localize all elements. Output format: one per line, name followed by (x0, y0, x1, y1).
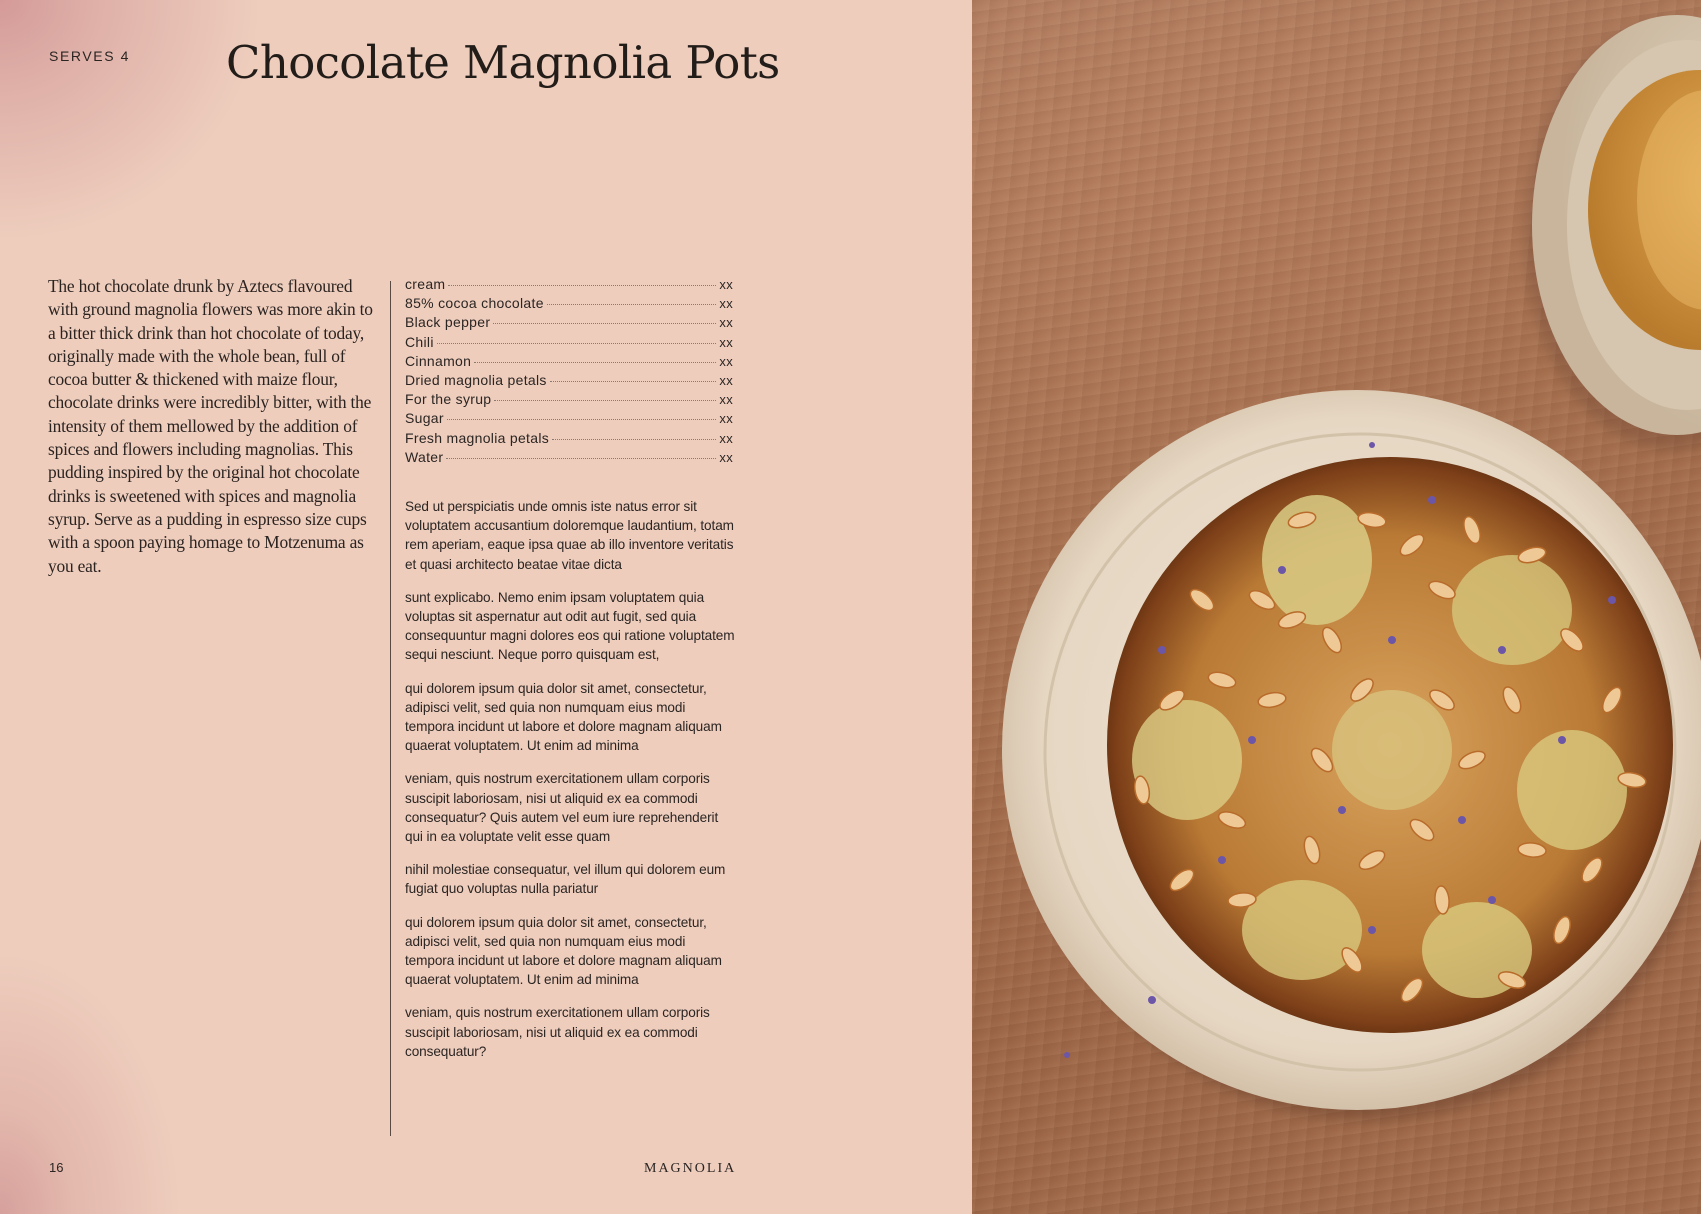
leader-dots (550, 381, 717, 382)
method-paragraph: veniam, quis nostrum exercitationem ullam corporis suscipit laboriosam, nisi ut aliquid ex ea commodi consequatur? Quis autem vel eum iure reprehenderit qui in ea voluptate velit esse quam (405, 771, 719, 845)
method-paragraph: qui dolorem ipsum quia dolor sit amet, consectetur, adipisci velit, sed quia non numquam eius modi tempora incidunt ut labore et dolore magnam aliquam quaerat voluptatem. Ut enim ad minima (405, 914, 722, 988)
leader-dots (447, 419, 717, 420)
ingredient-row (405, 276, 733, 295)
ingredients-list (405, 276, 733, 468)
serves-label: SERVES 4 (49, 48, 131, 64)
ingredient-row (405, 410, 733, 429)
ingredient-name: Dried magnolia petals (405, 371, 547, 388)
leader-dots (552, 439, 716, 440)
ingredient-name: Chili (405, 333, 434, 350)
ingredient-qty: xx (719, 315, 733, 331)
ingredient-row (405, 430, 733, 449)
ingredient-name: cream (405, 276, 446, 292)
ingredient-row (405, 314, 733, 333)
ingredient-qty: xx (719, 296, 733, 312)
recipe-intro: The hot chocolate drunk by Aztecs flavoured with ground magnolia flowers was more akin to a bitter thick drink than hot chocolate of today, originally made with the whole bean, full of cocoa butter & thickened with maize flour, chocolate drinks were incredibly bitter, with the intensity of them mellowed by the addition of spices and flowers including magnolias. This pudding inspired by the original hot chocolate drinks is sweetened with spices and magnolia syrup. Serve as a pudding in espresso size cups with a spoon paying homage to Motzenuma as you eat. (48, 276, 373, 576)
ingredient-qty: xx (719, 392, 733, 408)
leader-dots (494, 400, 716, 401)
honey-saucer (1524, 15, 1701, 450)
ingredient-name: Sugar (405, 410, 444, 427)
ingredient-row (405, 353, 733, 372)
leader-dots (547, 304, 717, 305)
ingredient-row (405, 334, 733, 353)
ingredient-name: 85% cocoa chocolate (405, 295, 544, 312)
ingredient-qty: xx (719, 277, 733, 292)
ingredient-qty: xx (719, 449, 733, 465)
ingredient-name: Water (405, 448, 444, 465)
ingredient-qty: xx (719, 334, 733, 350)
ingredient-name: For the syrup (405, 391, 492, 408)
cake-illustration (972, 0, 1701, 1214)
ingredient-row (405, 295, 733, 314)
ingredient-name: Cinnamon (405, 352, 472, 369)
method-paragraph: Sed ut perspiciatis unde omnis iste natus error sit voluptatem accusantium doloremque laudantium, totam rem aperiam, eaque ipsa quae ab illo inventore veritatis et quasi architecto beatae vitae dicta (405, 499, 734, 572)
page-number: 16 (49, 1160, 64, 1175)
leader-dots (437, 343, 717, 344)
ingredient-qty: xx (719, 411, 733, 427)
ingredient-name: Black pepper (405, 314, 491, 331)
ingredient-qty: xx (719, 353, 733, 369)
ingredient-qty: xx (719, 430, 733, 446)
method-paragraph: qui dolorem ipsum quia dolor sit amet, consectetur, adipisci velit, sed quia non numquam eius modi tempora incidunt ut labore et dolore magnam aliquam quaerat voluptatem. Ut enim ad minima (405, 680, 722, 754)
leader-dots (446, 458, 716, 459)
leader-dots (448, 285, 716, 286)
method-paragraph: veniam, quis nostrum exercitationem ullam corporis suscipit laboriosam, nisi ut aliquid ex ea commodi consequatur? (405, 1005, 710, 1059)
ingredient-name: Fresh magnolia petals (405, 429, 550, 446)
ingredient-row (405, 391, 733, 410)
ingredient-row (405, 372, 733, 391)
method-paragraph: sunt explicabo. Nemo enim ipsam voluptatem quia voluptas sit aspernatur aut odit aut fugit, sed quia consequuntur magni dolores eos qui ratione voluptatem sequi nesciunt. Neque porro quisquam est, (405, 589, 735, 663)
method-text (405, 497, 735, 1075)
ingredient-qty: xx (719, 372, 733, 388)
running-head: MAGNOLIA (644, 1161, 737, 1176)
column-divider (390, 281, 391, 1136)
food-photo (972, 0, 1701, 1214)
leader-dots (474, 362, 716, 363)
recipe-title: Chocolate Magnolia Pots (226, 36, 780, 89)
method-paragraph: nihil molestiae consequatur, vel illum qui dolorem eum fugiat quo voluptas nulla pariatur (405, 862, 726, 897)
leader-dots (493, 323, 716, 324)
ingredient-row (405, 449, 733, 468)
